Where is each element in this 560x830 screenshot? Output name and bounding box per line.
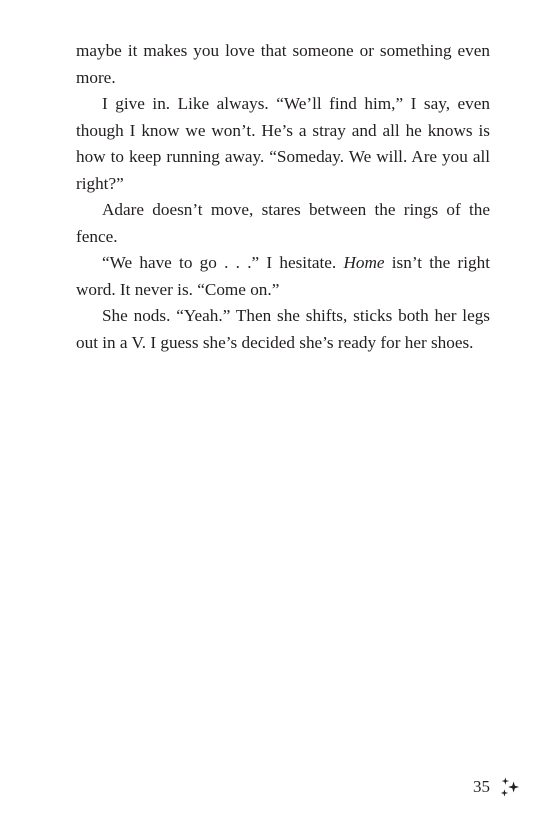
page-footer	[473, 776, 520, 798]
body-text	[76, 38, 490, 356]
page-number: 35	[473, 777, 490, 796]
paragraph-4-italic-word: Home	[343, 253, 385, 272]
paragraph-3: Adare doesn’t move, stares between the rings of the fence.	[76, 200, 490, 246]
paragraph-4-text-a: “We have to go . . .” I hesitate.	[102, 253, 344, 272]
paragraph-1: maybe it makes you love that someone or something even more.	[76, 41, 490, 87]
paragraph-4	[76, 250, 490, 303]
sparkle-icon	[498, 776, 520, 798]
paragraph-2: I give in. Like always. “We’ll find him,” I say, even though I know we won’t. He’s a stray and all he knows is how to keep running away. “Someday. We will. Are you all right?”	[76, 94, 490, 193]
paragraph-4-text-b: isn’t the right word. It never is. “Come on.”	[76, 253, 490, 299]
paragraph-5: She nods. “Yeah.” Then she shifts, sticks both her legs out in a V. I guess she’s decided she’s ready for her shoes.	[76, 306, 490, 352]
